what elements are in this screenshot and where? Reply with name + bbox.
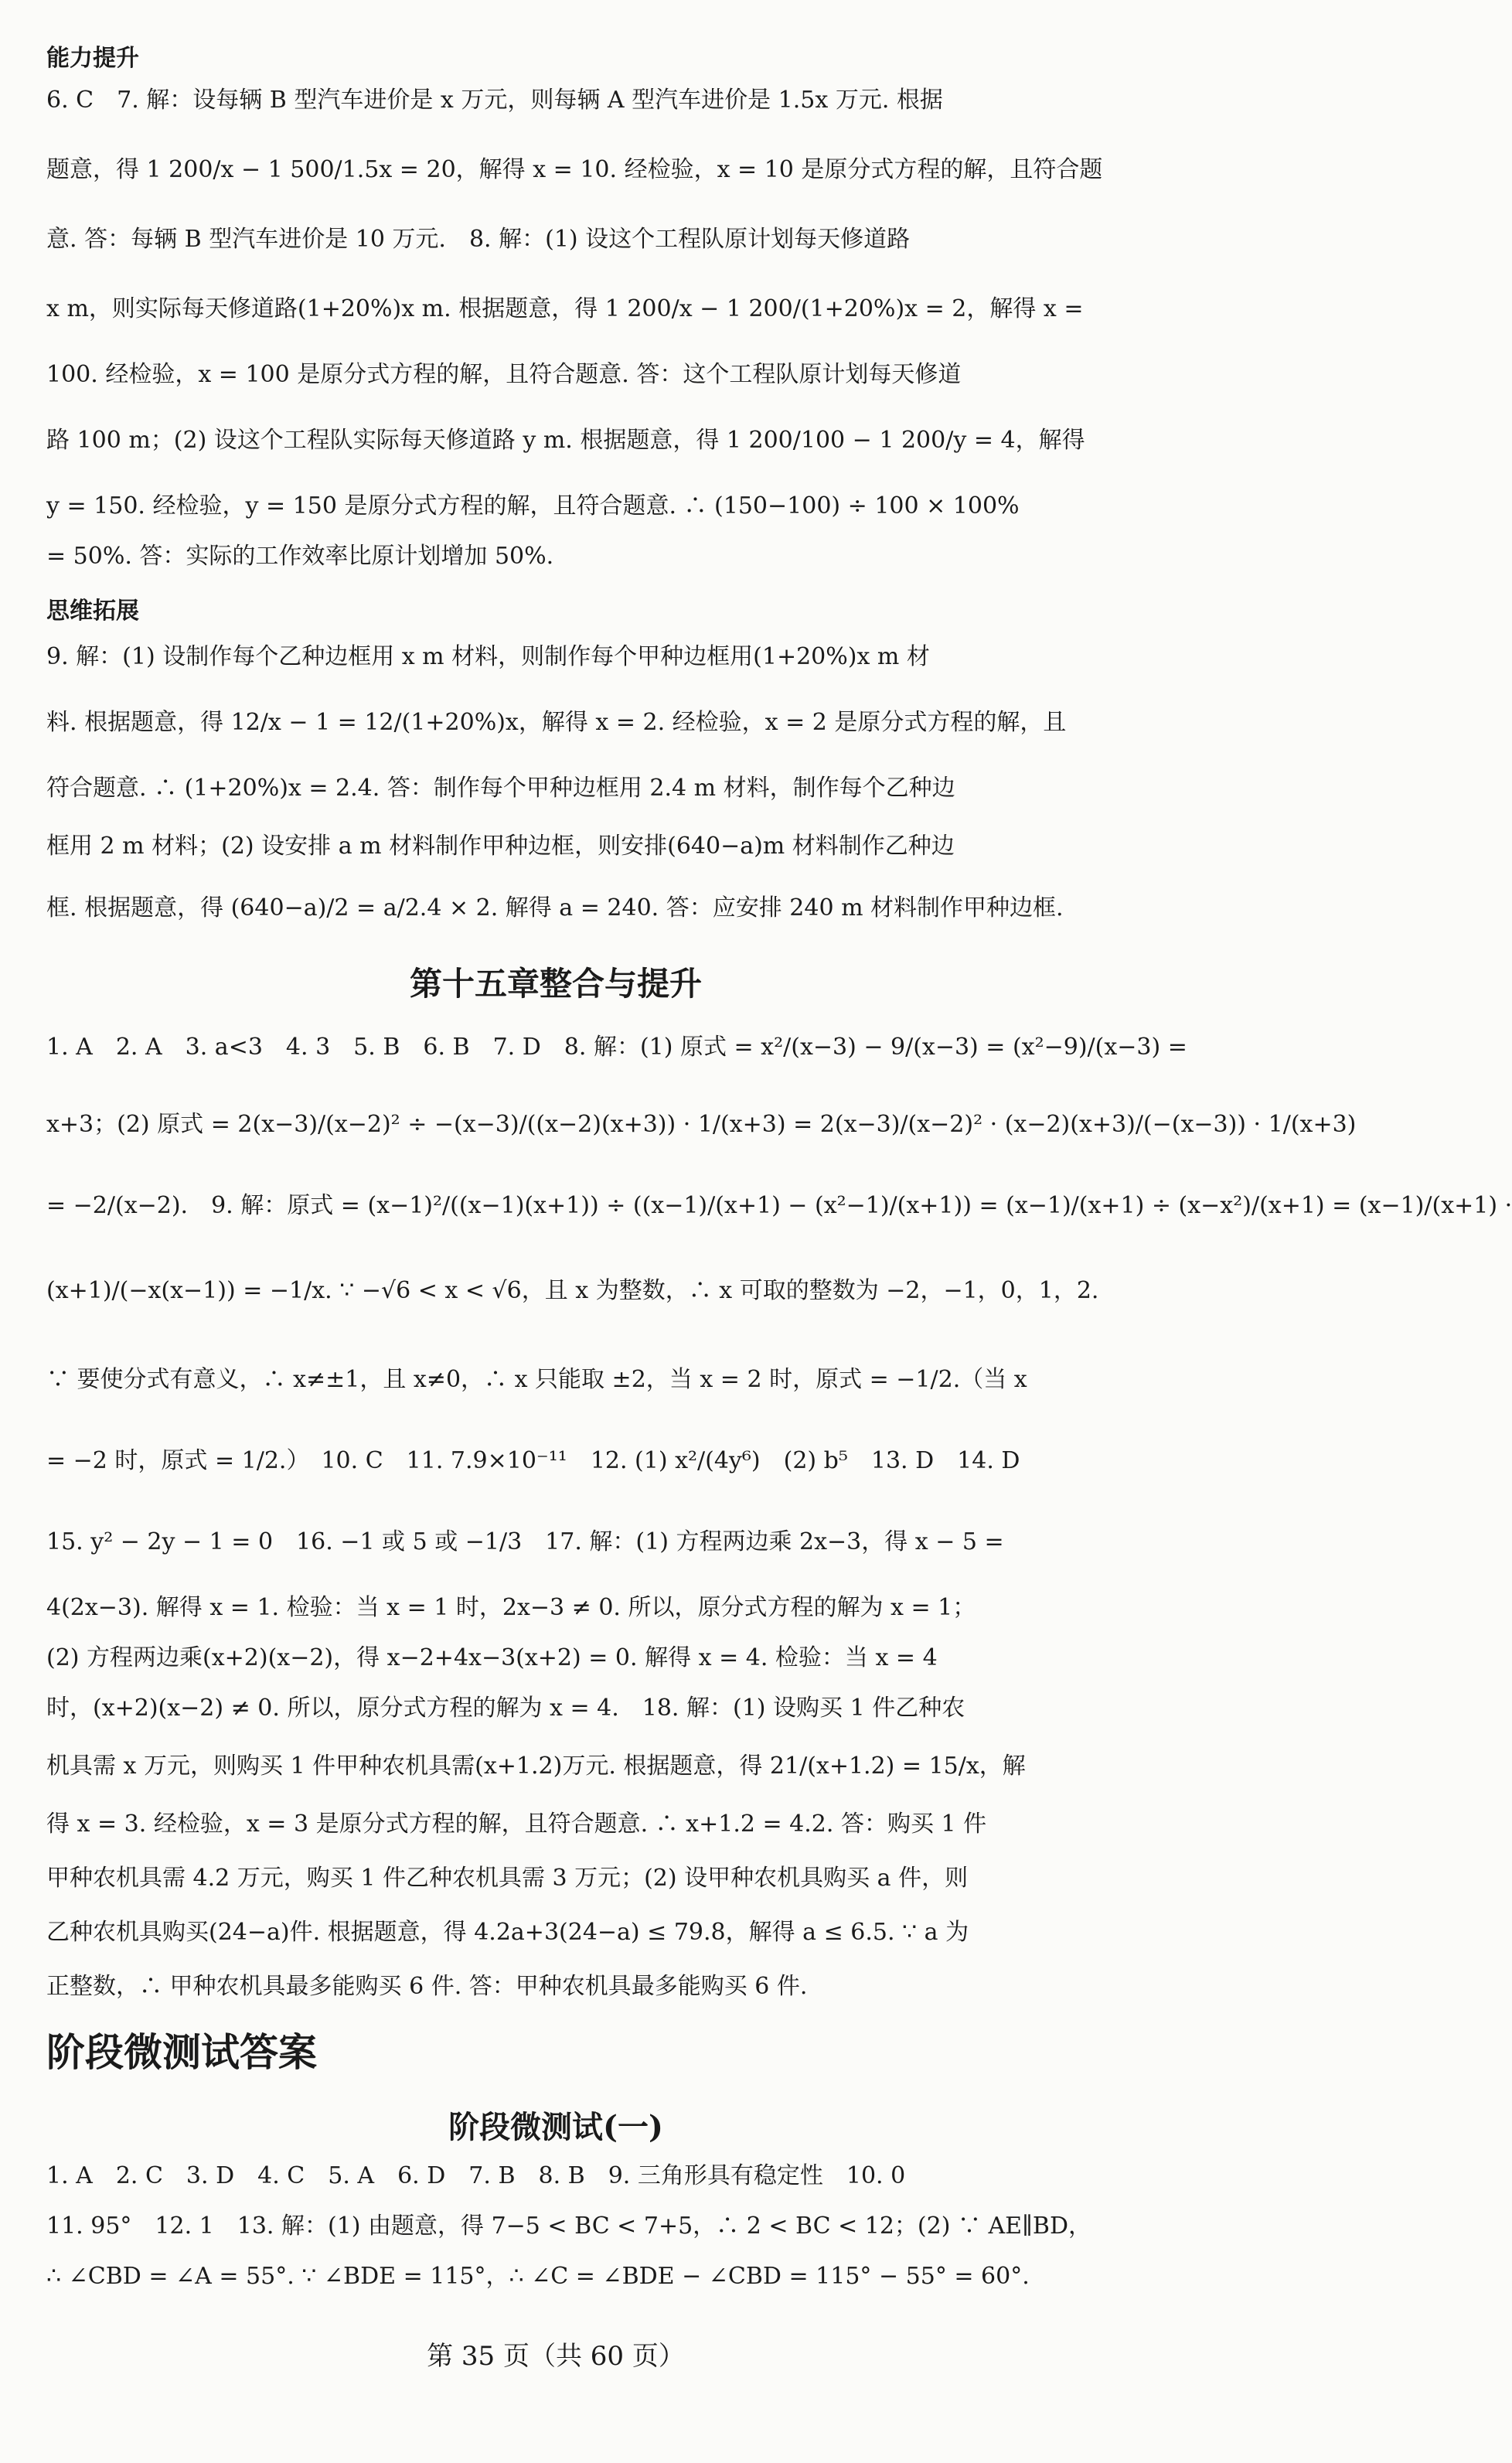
text-line: 1. A 2. A 3. a<3 4. 3 5. B 6. B 7. D 8. 解：(1) 原式 = x²/(x−3) − 9/(x−3) = (x²−9)/(x−3) = <box>46 1034 1187 1061</box>
text-line: 题意，得 1 200/x − 1 500/1.5x = 20，解得 x = 10. 经检验，x = 10 是原分式方程的解，且符合题 <box>46 156 1103 183</box>
text-line: ∵ 要使分式有意义，∴ x≠±1，且 x≠0，∴ x 只能取 ±2，当 x = 2 时，原式 = −1/2.（当 x <box>46 1366 1027 1393</box>
text-line: 时，(x+2)(x−2) ≠ 0. 所以，原分式方程的解为 x = 4. 18. 解：(1) 设购买 1 件乙种农 <box>46 1695 965 1722</box>
chapter-title: 第十五章整合与提升 <box>409 965 702 1003</box>
text-line: 意. 答：每辆 B 型汽车进价是 10 万元. 8. 解：(1) 设这个工程队原计划每天修道路 <box>46 226 911 253</box>
text-line: 符合题意. ∴ (1+20%)x = 2.4. 答：制作每个甲种边框用 2.4 m 材料，制作每个乙种边 <box>46 775 955 802</box>
text-line: y = 150. 经检验，y = 150 是原分式方程的解，且符合题意. ∴ (150−100) ÷ 100 × 100% <box>46 492 1020 520</box>
page-footer: 第 35 页（共 60 页） <box>427 2341 685 2372</box>
text-line: 乙种农机具购买(24−a)件. 根据题意，得 4.2a+3(24−a) ≤ 79.8，解得 a ≤ 6.5. ∵ a 为 <box>46 1919 969 1946</box>
text-line: 正整数，∴ 甲种农机具最多能购买 6 件. 答：甲种农机具最多能购买 6 件. <box>46 1973 808 2000</box>
text-line: 6. C 7. 解：设每辆 B 型汽车进价是 x 万元，则每辆 A 型汽车进价是 1.5x 万元. 根据 <box>46 87 943 114</box>
text-line: 100. 经检验，x = 100 是原分式方程的解，且符合题意. 答：这个工程队原计划每天修道 <box>46 361 962 388</box>
text-line: 11. 95° 12. 1 13. 解：(1) 由题意，得 7−5 < BC < 7+5，∴ 2 < BC < 12；(2) ∵ AE∥BD， <box>46 2213 1092 2240</box>
stage-answers-heading: 阶段微测试答案 <box>46 2030 317 2075</box>
text-line: 框用 2 m 材料；(2) 设安排 a m 材料制作甲种边框，则安排(640−a)m 材料制作乙种边 <box>46 833 955 860</box>
text-line: 15. y² − 2y − 1 = 0 16. −1 或 5 或 −1/3 17. 解：(1) 方程两边乘 2x−3，得 x − 5 = <box>46 1528 1004 1555</box>
text-line: 4(2x−3). 解得 x = 1. 检验：当 x = 1 时，2x−3 ≠ 0. 所以，原分式方程的解为 x = 1； <box>46 1594 976 1621</box>
text-line: 料. 根据题意，得 12/x − 1 = 12/(1+20%)x，解得 x = 2. 经检验，x = 2 是原分式方程的解，且 <box>46 709 1067 736</box>
text-line: x+3；(2) 原式 = 2(x−3)/(x−2)² ÷ −(x−3)/((x−2)(x+3)) · 1/(x+3) = 2(x−3)/(x−2)² · (x−2)(x+3)/(−(x−3)) · 1/(x+3) <box>46 1111 1357 1138</box>
text-line: (x+1)/(−x(x−1)) = −1/x. ∵ −√6 < x < √6，且 x 为整数，∴ x 可取的整数为 −2，−1，0，1，2. <box>46 1277 1099 1304</box>
text-line: = 50%. 答：实际的工作效率比原计划增加 50%. <box>46 543 554 570</box>
text-line: 9. 解：(1) 设制作每个乙种边框用 x m 材料，则制作每个甲种边框用(1+20%)x m 材 <box>46 643 930 670</box>
text-line: (2) 方程两边乘(x+2)(x−2)，得 x−2+4x−3(x+2) = 0. 解得 x = 4. 检验：当 x = 4 <box>46 1644 938 1671</box>
text-line: 框. 根据题意，得 (640−a)/2 = a/2.4 × 2. 解得 a = 240. 答：应安排 240 m 材料制作甲种边框. <box>46 894 1064 921</box>
text-line: = −2/(x−2). 9. 解：原式 = (x−1)²/((x−1)(x+1)) ÷ ((x−1)/(x+1) − (x²−1)/(x+1)) = (x−1)/(x+1) ÷ (x−x²)/(x+1) = (x−1)/(x+1) · <box>46 1192 1512 1219</box>
text-line: 路 100 m；(2) 设这个工程队实际每天修道路 y m. 根据题意，得 1 200/100 − 1 200/y = 4，解得 <box>46 427 1085 454</box>
section-heading-thinking: 思维拓展 <box>46 598 139 625</box>
text-line: x m，则实际每天修道路(1+20%)x m. 根据题意，得 1 200/x − 1 200/(1+20%)x = 2，解得 x = <box>46 295 1084 322</box>
section-heading-ability: 能力提升 <box>46 45 139 72</box>
text-line: 甲种农机具需 4.2 万元，购买 1 件乙种农机具需 3 万元；(2) 设甲种农机具购买 a 件，则 <box>46 1865 969 1892</box>
text-line: 得 x = 3. 经检验，x = 3 是原分式方程的解，且符合题意. ∴ x+1.2 = 4.2. 答：购买 1 件 <box>46 1811 987 1838</box>
stage-test-title: 阶段微测试(一) <box>448 2109 663 2145</box>
text-line: 1. A 2. C 3. D 4. C 5. A 6. D 7. B 8. B 9. 三角形具有稳定性 10. 0 <box>46 2162 906 2189</box>
text-line: 机具需 x 万元，则购买 1 件甲种农机具需(x+1.2)万元. 根据题意，得 21/(x+1.2) = 15/x，解 <box>46 1753 1026 1780</box>
text-line: ∴ ∠CBD = ∠A = 55°. ∵ ∠BDE = 115°，∴ ∠C = ∠BDE − ∠CBD = 115° − 55° = 60°. <box>46 2263 1030 2290</box>
text-line: = −2 时，原式 = 1/2.） 10. C 11. 7.9×10⁻¹¹ 12. (1) x²/(4y⁶) (2) b⁵ 13. D 14. D <box>46 1447 1020 1474</box>
